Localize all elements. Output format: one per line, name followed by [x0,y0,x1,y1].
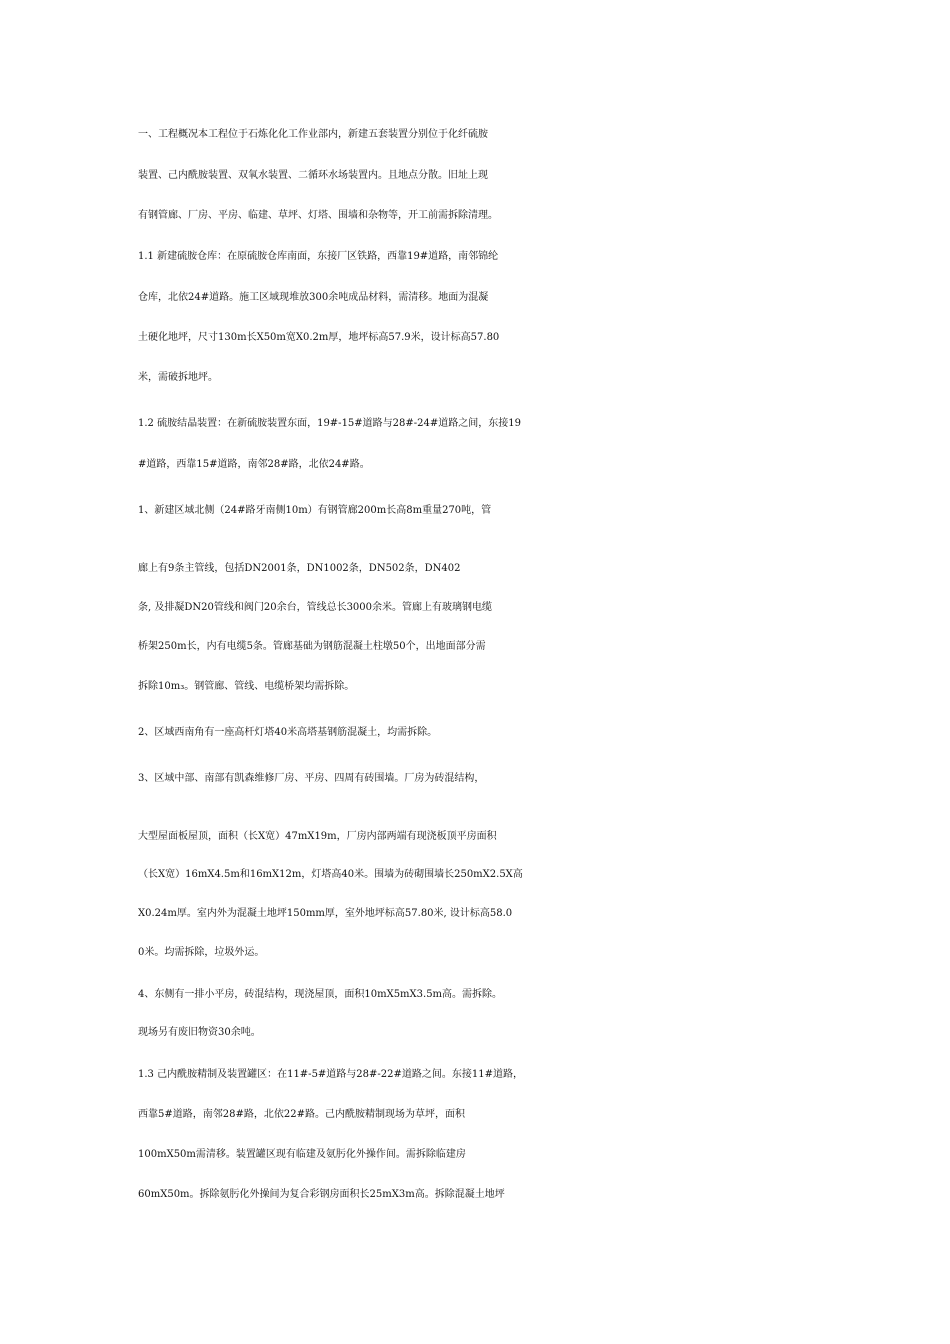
text-line: 仓库，北依24#道路。施工区域现堆放300余吨成品材料，需清移。地面为混凝 [138,292,489,303]
text-line: 2、区域西南角有一座高杆灯塔40米高塔基钢筋混凝土，均需拆除。 [138,727,438,738]
text-line: 装置、己内酰胺装置、双氧水装置、二循环水场装置内。且地点分散。旧址上现 [138,170,488,181]
text-line: 有钢管廊、厂房、平房、临建、草坪、灯塔、围墙和杂物等，开工前需拆除清理。 [138,210,498,221]
text-line: 拆除10m₃。钢管廊、管线、电缆桥架均需拆除。 [138,681,355,692]
text-line: 土硬化地坪，尺寸130m长X50m宽X0.2m厚，地坪标高57.9米，设计标高57.80 [138,332,500,343]
text-line: 4、东侧有一排小平房，砖混结构，现浇屋顶，面积10mX5mX3.5m高。需拆除。 [138,989,503,1000]
text-line: （长X宽）16mX4.5m和16mX12m，灯塔高40米。围墙为砖砌围墙长250mX2.5X高 [138,869,523,880]
text-line: 米，需破拆地坪。 [138,372,218,383]
text-line: 3、区域中部、南部有凯森维修厂房、平房、四周有砖围墙。厂房为砖混结构， [138,773,485,784]
text-line: 100mX50m需清移。装置罐区现有临建及氨肟化外操作间。需拆除临建房 [138,1149,466,1160]
text-line: 1、新建区域北侧（24#路牙南侧10m）有钢管廊200m长高8m重量270吨，管 [138,505,492,516]
text-line: 条, 及排凝DN20管线和阀门20余台，管线总长3000余米。管廊上有玻璃钢电缆 [138,602,493,613]
text-line: X0.24m厚。室内外为混凝土地坪150mm厚，室外地坪标高57.80米, 设计标高58.0 [138,908,513,919]
text-line: 西靠5#道路，南邻28#路，北依22#路。己内酰胺精制现场为草坪，面积 [138,1109,465,1120]
text-line: 桥架250m长，内有电缆5条。管廊基础为钢筋混凝土柱墩50个，出地面部分需 [138,641,486,652]
text-line: 0米。均需拆除，垃圾外运。 [138,947,265,958]
text-line: 廊上有9条主管线，包括DN2001条，DN1002条，DN502条，DN402 [138,563,461,574]
text-line: 1.2 硫胺结晶装置：在新硫胺装置东面，19#-15#道路与28#-24#道路之间，东接19 [138,418,521,429]
text-line: 大型屋面板屋顶，面积（长X宽）47mX19m，厂房内部两端有现浇板顶平房面积 [138,831,497,842]
text-line: 60mX50m。拆除氨肟化外操间为复合彩钢房面积长25mX3m高。拆除混凝土地坪 [138,1189,505,1200]
text-line: 现场另有废旧物资30余吨。 [138,1027,261,1038]
text-line: 1.1 新建硫胺仓库：在原硫胺仓库南面，东接厂区铁路，西靠19#道路，南邻锦纶 [138,251,499,262]
text-line: #道路，西靠15#道路，南邻28#路，北依24#路。 [138,459,370,470]
text-line: 一、工程概况本工程位于石炼化化工作业部内，新建五套装置分别位于化纤硫胺 [138,129,488,140]
text-line: 1.3 己内酰胺精制及装置罐区：在11#-5#道路与28#-22#道路之间。东接11#道路， [138,1069,523,1080]
